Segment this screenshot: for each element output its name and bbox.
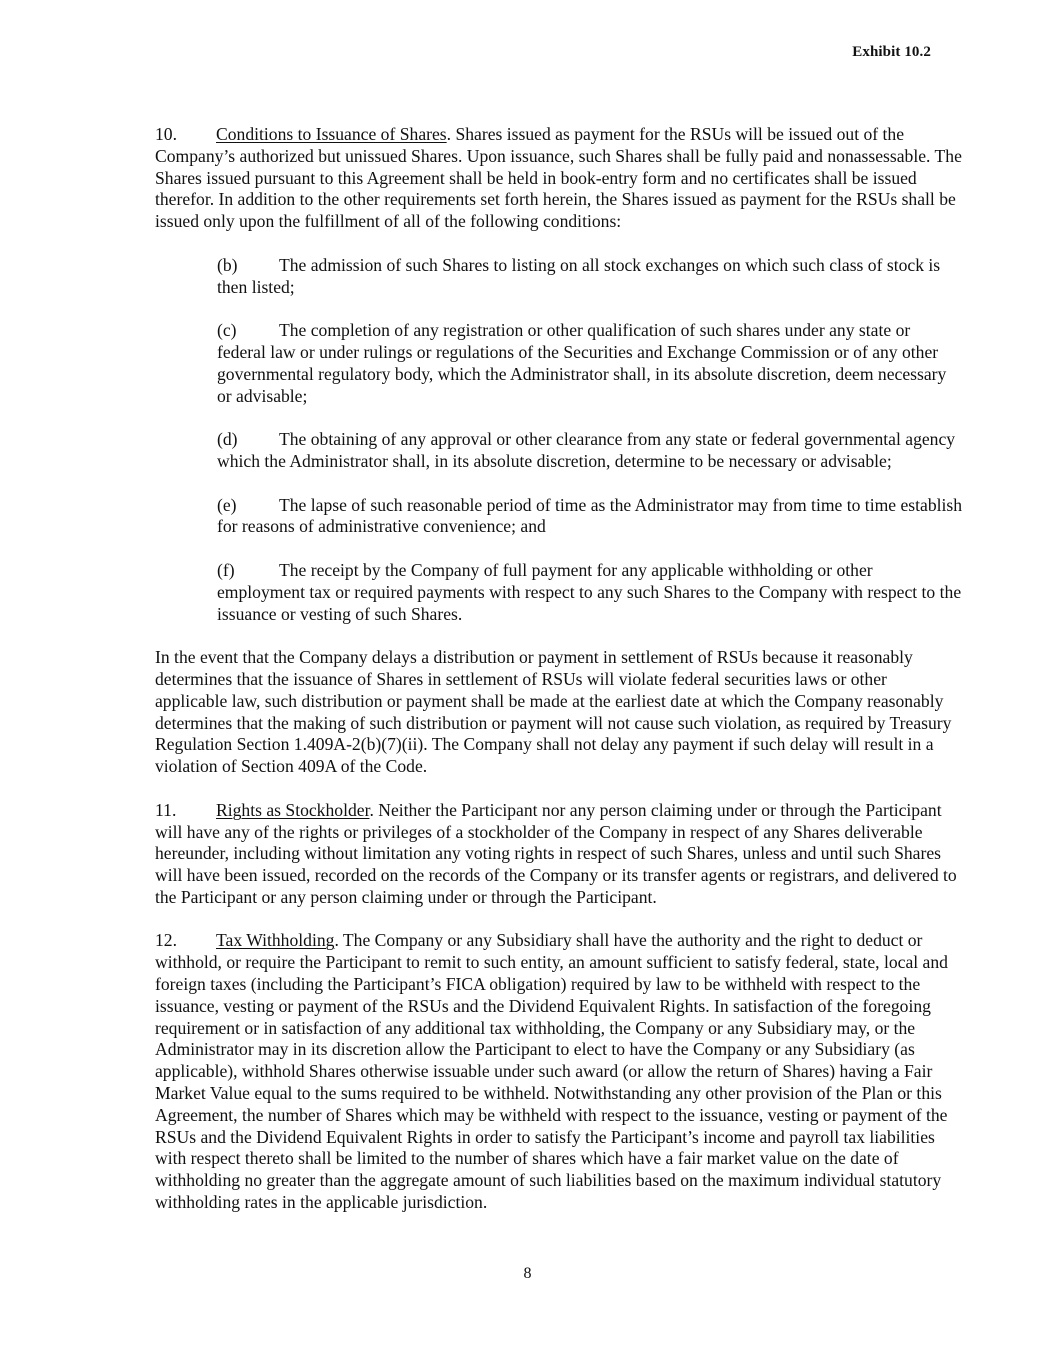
condition-text: The receipt by the Company of full payment for any applicable withholding or other employment tax or required payments with respect to any such Shares to the Company with respect to the issuance or vesting of such Shares. [217, 559, 962, 624]
section-title: Rights as Stockholder [216, 799, 370, 820]
condition-text: The lapse of such reasonable period of time as the Administrator may from time to time establish for reasons of administrative convenience; and [217, 494, 963, 537]
condition-label: (d) [217, 429, 238, 450]
exhibit-label: Exhibit 10.2 [852, 44, 931, 60]
section-number: 11. [155, 799, 177, 820]
section-text: . Shares issued as payment for the RSUs will be issued out of the Company’s authorized but unissued Shares. Upon issuance, such Shares shall be fully paid and nonassessable. The Shares issued pursuant to this Agreement shall be held in book-entry form and no certificates shall be issued therefor. In addition to the other requirements set forth herein, the Shares issued as payment for the RSUs shall be issued only upon the fulfillment of all of the following conditions: [155, 124, 962, 232]
section-text: . Neither the Participant nor any person claiming under or through the Participant will have any of the rights or privileges of a stockholder of the Company in respect of any Shares deliverable hereunder, including without limitation any voting rights in respect of such Shares, unless and until such Shares will have been issued, recorded on the records of the Company or its transfer agents or registrars, and delivered to the Participant or any person claiming under or through the Participant. [155, 799, 957, 907]
condition-label: (e) [217, 494, 237, 515]
condition-label: (b) [217, 254, 238, 275]
condition-label: (f) [217, 559, 235, 580]
condition-text: The admission of such Shares to listing on all stock exchanges on which such class of stock is then listed; [217, 254, 941, 297]
delay-paragraph: In the event that the Company delays a distribution or payment in settlement of RSUs because it reasonably determines that the issuance of Shares in settlement of RSUs will violate federal securities laws or other applicable law, such distribution or payment shall be made at the earliest date at which the Company reasonably determines that the making of such distribution or payment will not cause such violation, as required by Treasury Regulation Section 1.409A-2(b)(7)(ii). The Company shall not delay any payment if such delay will result in a violation of Section 409A of the Code. [155, 647, 952, 777]
page-number: 8 [523, 1265, 532, 1282]
section-title: Conditions to Issuance of Shares [216, 124, 447, 144]
condition-e [93, 495, 963, 539]
section-title: Tax Withholding [216, 930, 335, 951]
document-body [93, 124, 963, 1236]
condition-text: The completion of any registration or other qualification of such shares under any state or federal law or under rulings or regulations of the Securities and Exchange Commission or of any other governmental regulatory body, which the Administrator shall, in its absolute discretion, deem necessary or advisable; [217, 320, 947, 406]
section-11-paragraph [93, 800, 963, 909]
condition-label: (c) [217, 320, 237, 341]
section-10-paragraph [93, 124, 963, 233]
condition-f [93, 560, 963, 625]
section-number: 12. [155, 930, 177, 951]
section-text: . The Company or any Subsidiary shall have the authority and the right to deduct or withhold, or require the Participant to remit to such entity, an amount sufficient to satisfy federal, state, local and foreign taxes (including the Participant’s FICA obligation) required by law to be withheld with respect to the issuance, vesting or payment of the RSUs and the Dividend Equivalent Rights. In satisfaction of the foregoing requirement or in satisfaction of any additional tax withholding, the Company or any Subsidiary may, or the Administrator may in its discretion allow the Participant to elect to have the Company or any Subsidiary (as applicable), withhold Shares otherwise issuable under such award (or allow the return of Shares) having a Fair Market Value equal to the sums required to be withheld. Notwithstanding any other provision of the Plan or this Agreement, the number of Shares which may be withheld with respect to the issuance, vesting or payment of the RSUs and the Dividend Equivalent Rights in order to satisfy the Participant’s income and payroll tax liabilities with respect thereto shall be limited to the number of shares which have a fair market value on the date of withholding no greater than the aggregate amount of such liabilities based on the maximum individual statutory withholding rates in the applicable jurisdiction. [155, 930, 948, 1213]
condition-c [93, 320, 963, 407]
section-number: 10. [155, 124, 177, 144]
condition-b [93, 255, 963, 299]
condition-d [93, 429, 963, 473]
condition-text: The obtaining of any approval or other clearance from any state or federal governmental agency which the Administrator shall, in its absolute discretion, determine to be necessary or advisable; [217, 429, 956, 471]
section-12-paragraph [93, 930, 963, 1213]
